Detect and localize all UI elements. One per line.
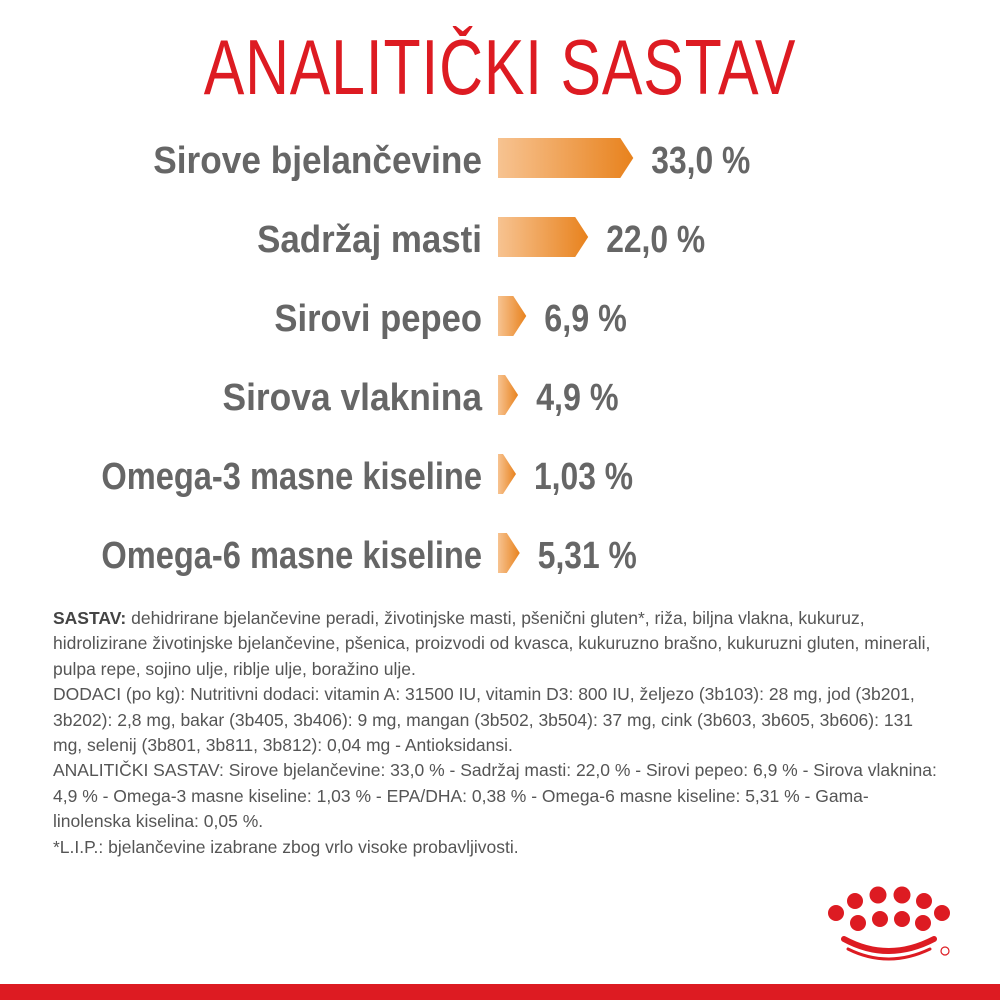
bar [498, 138, 633, 178]
composition-paragraph [53, 606, 943, 682]
value-label: 1,03 % [534, 456, 633, 498]
value-label: 22,0 % [606, 219, 706, 261]
composition-label: SASTAV: [53, 608, 127, 628]
analytical-paragraph: ANALITIČKI SASTAV: Sirove bjelančevine: 33,0 % - Sadržaj masti: 22,0 % - Sirovi pepeo: 6,9 % - Sirova vlaknina: 4,9 % - Omega-3 masne kiseline: 1,03 % - EPA/DHA: 0,38 % - Omega-6 masne kiseline: 5,31 % - Gama-linolenska kiselina: 0,05 %. [53, 760, 937, 832]
value-label: 33,0 % [651, 140, 751, 182]
category-label: Sadržaj masti [257, 219, 482, 261]
ingredients-text [53, 606, 943, 860]
bar [498, 375, 518, 415]
page-title: ANALITIČKI SASTAV [203, 23, 797, 111]
composition-text: dehidrirane bjelančevine peradi, životinjske masti, pšenični gluten*, riža, biljna vlakna, kukuruz, hidrolizirane životinjske bjelančevine, pšenica, proizvodi od kvasca, kukuruzno brašno, kukuruzni gluten, minerali, pulpa repe, sojino ulje, riblje ulje, boražino ulje. [53, 608, 931, 679]
value-label: 5,31 % [537, 535, 637, 577]
bar [498, 296, 526, 336]
footer-red-bar [0, 984, 1000, 1000]
bar [498, 217, 588, 257]
bar [498, 533, 520, 573]
category-label: Omega-6 masne kiseline [101, 535, 483, 577]
footnote: *L.I.P.: bjelančevine izabrane zbog vrlo visoke probavljivosti. [53, 836, 519, 857]
nutrient-bar-chart [0, 110, 1000, 590]
value-label: 6,9 % [544, 298, 627, 340]
bar [498, 454, 516, 494]
category-label: Sirova vlaknina [222, 377, 483, 419]
royal-canin-crown-icon [820, 885, 955, 965]
additives-paragraph: DODACI (po kg): Nutritivni dodaci: vitamin A: 31500 IU, vitamin D3: 800 IU, željezo (3b103): 28 mg, jod (3b201, 3b202): 2,8 mg, bakar (3b405, 3b406): 9 mg, mangan (3b502, 3b504): 37 mg, cink (3b603, 3b605, 3b606): 131 mg, selenij (3b801, 3b811, 3b812): 0,04 mg - Antioksidansi. [53, 684, 915, 756]
value-label: 4,9 % [536, 377, 619, 419]
category-label: Sirove bjelančevine [153, 140, 482, 182]
category-label: Sirovi pepeo [274, 298, 483, 340]
category-label: Omega-3 masne kiseline [101, 456, 483, 498]
